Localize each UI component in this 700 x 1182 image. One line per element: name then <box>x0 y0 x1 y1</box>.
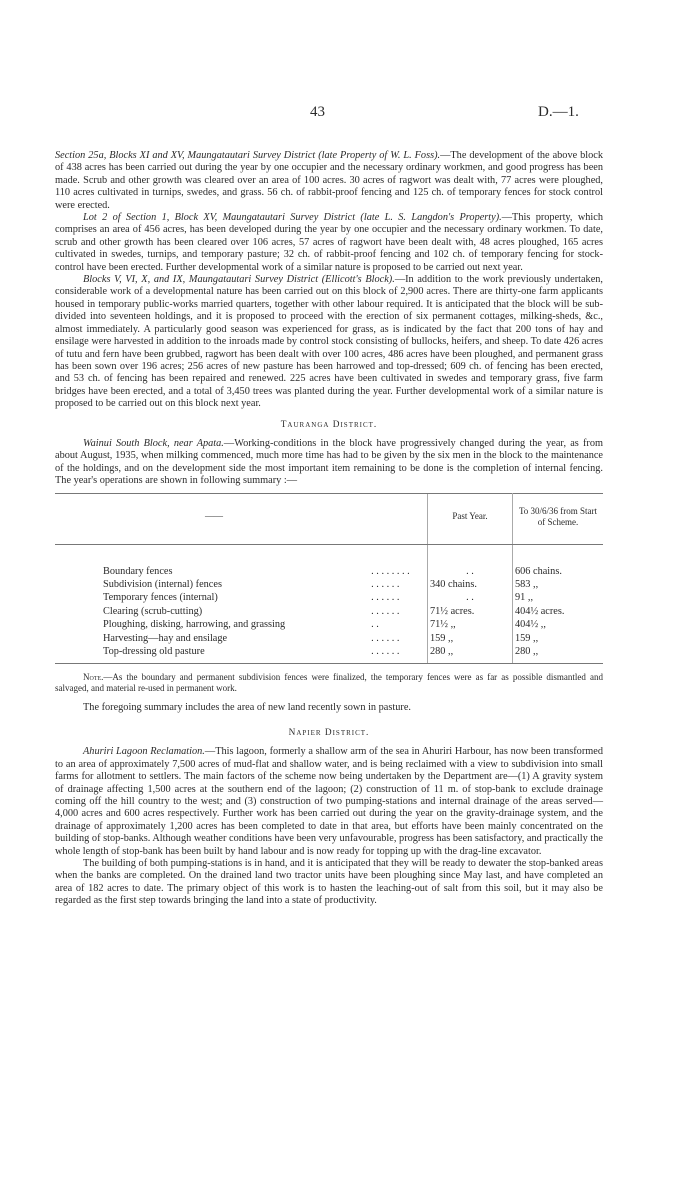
row-past-year: 71½ acres. <box>428 605 513 618</box>
row-to-date: 159 ,, <box>515 632 539 644</box>
row-past-year: . . <box>428 565 513 578</box>
paragraph-ellicott-block <box>55 274 603 410</box>
column-header-past-year: Past Year. <box>428 493 513 544</box>
row-to-date: 583 ,, <box>515 578 539 590</box>
row-item: Clearing (scrub-cutting) <box>103 605 203 617</box>
page-number: 43 <box>310 104 325 120</box>
row-past-year: 340 chains. <box>428 578 513 591</box>
table-row <box>55 645 603 664</box>
paragraph-text: —Working-conditions in the block have progressively changed during the year, as from about August, 1935, when milking commenced, much more time has had to be given by the six men in the block to the maintenance of the holdings, and on the development side the most important item remaining to be done is the completion of internal fencing. The year's operations are shown in following summary :— <box>55 437 603 487</box>
row-leader-dots: . . . . . . <box>371 605 400 617</box>
note-label: Note. <box>83 672 104 683</box>
row-to-date: 606 chains. <box>515 565 562 577</box>
operations-summary-table <box>55 493 603 665</box>
row-past-year: 280 ,, <box>428 645 513 664</box>
row-to-date: 404½ ,, <box>515 619 546 631</box>
district-heading-napier: Napier District. <box>288 728 370 738</box>
document-reference: D.—1. <box>538 104 579 120</box>
column-header-item: —— <box>55 493 428 544</box>
paragraph-langdon-property <box>55 212 603 274</box>
row-item: Top-dressing old pasture <box>55 645 369 664</box>
row-leader-dots: . . <box>371 619 379 631</box>
paragraph-ahuriri-lagoon <box>55 746 603 858</box>
paragraph-pumping-stations: The building of both pumping-stations is in hand, and it is anticipated that they will be ready to dewater the stop-banked areas when the banks are completed. On the drained land two tractor units have been ploughing since May last, and have completed an area of 182 acres to date. The primary object of this work is to hasten the leaching-out of salt from this soil, but it may also be regarded as the first step towards bringing the land into a state of productivity. <box>55 858 603 907</box>
table-row <box>55 578 603 591</box>
row-item: Ploughing, disking, harrowing, and grassing <box>103 619 286 631</box>
row-item: Harvesting—hay and ensilage <box>103 632 228 644</box>
column-header-to-date: To 30/6/36 from Start of Scheme. <box>513 493 604 544</box>
document-body <box>55 150 603 908</box>
paragraph-text: —In addition to the work previously undertaken, considerable work of a developmental nature has been carried out on this block of 2,900 acres. There are thirty-one farm applicants housed in temporary public-works married quarters, together with other labour required. It is anticipated that the block will be sub-divided into seventeen holdings, and it is proposed to proceed with the erection of six permanent cottages, milking-sheds, &c., almost immediately. A particularly good season was experienced for grass, as is indicated by the fact that 200 tons of hay and ensilage were harvested in addition to the inroads made by control stock consisting of bullocks, heifers, and sheep. To date 426 acres of tutu and fern have been grubbed, ragwort has been dealt with over 100 acres, 486 acres have been ploughed, and permanent grass has been sown over 196 acres; 256 acres of new pasture has been harrowed and top-dressed; 609 ch. of fencing has been erected, and 53 ch. of fencing has been repaired and renewed. 225 acres have been cultivated in swedes and temporary grass, five farm bridges have been erected, and a total of 3,450 trees was planted during the year. Further developmental work of a similar nature is proposed to be carried out on this block next year. <box>55 274 603 410</box>
district-heading-tauranga: Tauranga District. <box>280 419 378 430</box>
table-row <box>55 565 603 578</box>
page-header <box>0 104 700 124</box>
table-row <box>55 618 603 631</box>
table-note <box>55 672 603 693</box>
row-to-date: 91 ,, <box>515 592 534 604</box>
table-row <box>55 591 603 604</box>
row-item: Temporary fences (internal) <box>103 592 218 604</box>
summary-remark: The foregoing summary includes the area of new land recently sown in pasture. <box>83 701 411 713</box>
table-header-row <box>55 493 603 544</box>
paragraph-title: Wainui South Block, near Apata. <box>83 437 224 449</box>
paragraph-title: Ahuriri Lagoon Reclamation. <box>83 746 205 758</box>
row-item: Subdivision (internal) fences <box>103 578 222 590</box>
table-row <box>55 632 603 645</box>
paragraph-title: Blocks V, VI, X, and IX, Maungatautari Survey District (Ellicott's Block). <box>83 274 395 286</box>
paragraph-text: —This lagoon, formerly a shallow arm of the sea in Ahuriri Harbour, has now been transformed to an area of approximately 7,500 acres of mud-flat and shallow water, and is being reclaimed with a view to subdivision into small farms for allotment to settlers. The main factors of the scheme now being undertaken by the Department are—(1) A gravity system of drainage affecting 1,500 acres at the southern end of the lagoon; (2) construction of 11 m. of stop-bank to exclude drainage coming off the hill country to the west; and (3) construction of two pumping-stations and internal drainage of the areas served—4,000 acres and 600 acres respectively. Further work has been carried out during the year on the gravity-drainage system, and the drainage of approximately 1,200 acres has been completed to date in that area, but efforts have been mainly concentrated on the building of stop-banks. Although weather conditions have been very unfavourable, progress has been satisfactory, and practically the whole length of stop-bank has been built by hand labour and is now ready for topping up with the drag-line excavator. <box>55 746 603 857</box>
row-leader-dots: . . . . . . <box>371 578 400 590</box>
row-leader-dots: . . . . . . . . <box>371 565 410 577</box>
row-to-date: 280 ,, <box>513 645 604 664</box>
row-item: Boundary fences <box>103 565 173 577</box>
paragraph-text: —The development of the above block of 438 acres has been carried out during the year by one occupier and the necessary ordinary workmen, and good progress has been made. Scrub and other growth was cleared over an area of 100 acres. 30 acres of ragwort was dealt with, 77 acres were ploughed, 110 acres cultivated in turnips, swedes, and grass. 56 ch. of rabbit-proof fencing and 125 ch. of temporary fences for stock control were erected. <box>55 150 603 211</box>
row-leader-dots: . . . . . . <box>371 632 400 644</box>
row-to-date: 404½ acres. <box>515 605 565 617</box>
paragraph-title: Lot 2 of Section 1, Block XV, Maungatautari Survey District (late L. S. Langdon's Property). <box>83 212 502 224</box>
paragraph-text: —This property, which comprises an area of 456 acres, has been developed during the year by one occupier and the necessary ordinary workmen. To date, scrub and other growth has been cleared over 106 acres, 57 acres of ragwort have been dealt with, 48 acres ploughed, 165 acres cultivated in swedes, turnips, and temporary pasture; 32 ch. of rabbit-proof fencing and 102 ch. of temporary fencing for stock-control have been erected. Further developmental work of a similar nature is proposed to be carried out next year. <box>55 212 603 273</box>
row-leader-dots: . . . . . . <box>371 592 400 604</box>
paragraph-wainui-block <box>55 438 603 488</box>
row-leader-dots: . . . . . . <box>369 645 427 664</box>
table-spacer-row <box>55 544 603 565</box>
table-row <box>55 605 603 618</box>
row-past-year: 159 ,, <box>428 632 513 645</box>
note-text: —As the boundary and permanent subdivision fences were finalized, the temporary fences were as far as possible dismantled and salvaged, and material re-used in permanent work. <box>55 672 603 693</box>
paragraph-foss-property <box>55 150 603 212</box>
row-past-year: . . <box>428 591 513 604</box>
paragraph-title: Section 25a, Blocks XI and XV, Maungatautari Survey District (late Property of W. L. Foss). <box>55 150 441 161</box>
row-past-year: 71½ ,, <box>428 618 513 631</box>
